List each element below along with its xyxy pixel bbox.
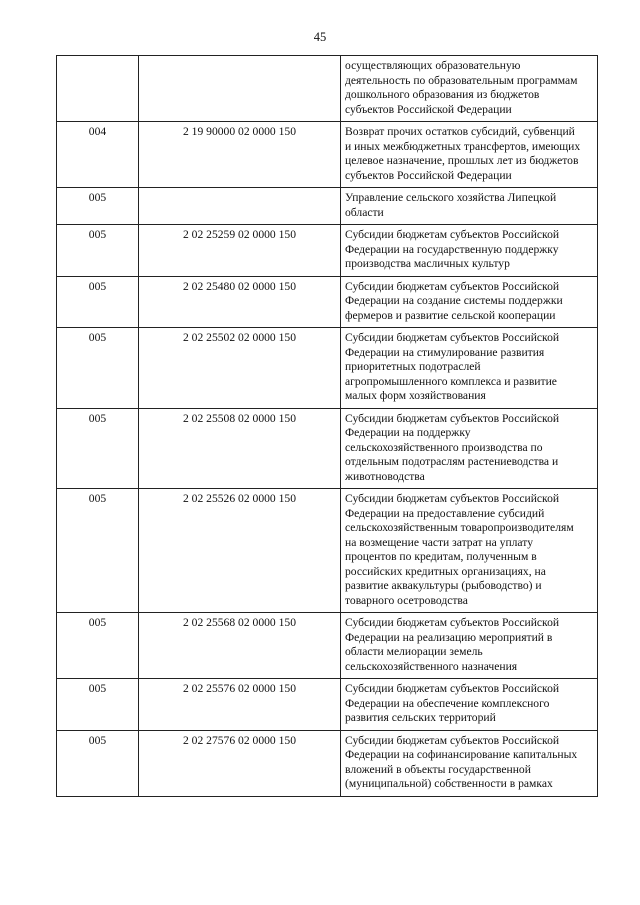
revenue-name-line: животноводства [345, 469, 425, 483]
revenue-name-cell [341, 276, 598, 328]
table-row [57, 489, 598, 613]
table-row [57, 328, 598, 409]
revenue-code-cell: 2 02 25576 02 0000 150 [139, 679, 341, 731]
admin-code-cell: 005 [57, 613, 139, 679]
revenue-name-line: производства масличных культур [345, 257, 510, 270]
revenue-name-line: Субсидии бюджетам субъектов Российской [345, 682, 560, 695]
revenue-name-cell [341, 188, 598, 225]
revenue-name-line: и иных межбюджетных трансфертов, имеющих [345, 139, 581, 153]
page-number: 45 [313, 30, 327, 44]
revenue-name-line: целевое назначение, прошлых лет из бюджетов [345, 154, 579, 167]
revenue-name-line: Федерации на создание системы поддержки [345, 294, 563, 307]
table-row [57, 188, 598, 225]
table-row [57, 408, 598, 489]
revenue-name-line: осуществляющих образовательную [345, 59, 521, 72]
revenue-name-line: Федерации на поддержку [345, 426, 471, 439]
revenue-name-line: на возмещение части затрат на уплату [345, 535, 533, 549]
revenue-name-line: товарного осетроводства [345, 593, 468, 607]
revenue-code-cell: 2 02 25480 02 0000 150 [139, 276, 341, 328]
revenue-name-line: Субсидии бюджетам субъектов Российской [345, 228, 560, 241]
admin-code-cell: 005 [57, 225, 139, 277]
revenue-code-cell: 2 02 25259 02 0000 150 [139, 225, 341, 277]
revenue-name-line: Федерации на предоставление субсидий [345, 506, 545, 520]
revenue-name-line: агропромышленного комплекса и развитие [345, 374, 557, 388]
admin-code-cell: 005 [57, 408, 139, 489]
revenue-name-cell [341, 613, 598, 679]
table-row [57, 613, 598, 679]
revenue-name-line: Федерации на обеспечение комплексного [345, 696, 550, 710]
table-body [57, 56, 598, 797]
revenue-name-line: Субсидии бюджетам субъектов Российской [345, 616, 560, 629]
revenue-name-line: дошкольного образования из бюджетов [345, 88, 540, 101]
revenue-code-cell [139, 188, 341, 225]
table-row [57, 56, 598, 122]
revenue-name-line: российских кредитных организациях, на [345, 564, 546, 578]
admin-code-cell: 005 [57, 328, 139, 409]
revenue-code-cell: 2 02 25508 02 0000 150 [139, 408, 341, 489]
admin-code-cell: 005 [57, 489, 139, 613]
revenue-code-cell: 2 02 25526 02 0000 150 [139, 489, 341, 613]
revenue-name-cell [341, 489, 598, 613]
revenue-code-cell: 2 02 25502 02 0000 150 [139, 328, 341, 409]
revenue-name-line: Субсидии бюджетам субъектов Российской [345, 411, 560, 425]
revenue-name-line: развитие аквакультуры (рыбоводство) и [345, 579, 542, 592]
table-row [57, 730, 598, 796]
budget-codes-table [56, 55, 598, 797]
table-row [57, 122, 598, 188]
revenue-name-line: процентов по кредитам, полученным в [345, 550, 537, 563]
admin-code-cell: 004 [57, 122, 139, 188]
revenue-name-line: отдельным подотраслям растениеводства и [345, 455, 559, 468]
revenue-name-cell [341, 730, 598, 796]
revenue-name-cell [341, 328, 598, 409]
revenue-name-cell [341, 225, 598, 277]
revenue-name-line: Управление сельского хозяйства Липецкой [345, 191, 557, 204]
revenue-name-line: Субсидии бюджетам субъектов Российской [345, 492, 560, 505]
revenue-name-line: Федерации на софинансирование капитальных [345, 748, 578, 761]
admin-code-cell: 005 [57, 276, 139, 328]
revenue-name-cell [341, 408, 598, 489]
revenue-code-cell [139, 56, 341, 122]
revenue-name-line: Субсидии бюджетам субъектов Российской [345, 331, 560, 344]
revenue-name-line: Федерации на государственную поддержку [345, 242, 559, 256]
admin-code-cell [57, 56, 139, 122]
admin-code-cell: 005 [57, 188, 139, 225]
revenue-name-line: Федерации на реализацию мероприятий в [345, 630, 553, 644]
revenue-name-line: субъектов Российской Федерации [345, 102, 512, 116]
revenue-name-line: малых форм хозяйствования [345, 389, 486, 402]
revenue-name-line: сельскохозяйственного назначения [345, 659, 518, 673]
revenue-code-cell: 2 19 90000 02 0000 150 [139, 122, 341, 188]
revenue-code-cell: 2 02 27576 02 0000 150 [139, 730, 341, 796]
revenue-name-line: Возврат прочих остатков субсидий, субвенций [345, 125, 575, 138]
revenue-name-line: Субсидии бюджетам субъектов Российской [345, 733, 560, 747]
table-row [57, 225, 598, 277]
revenue-name-line: области мелиорации земель [345, 645, 483, 658]
revenue-name-line: Субсидии бюджетам субъектов Российской [345, 279, 560, 293]
revenue-name-line: Федерации на стимулирование развития [345, 345, 545, 359]
admin-code-cell: 005 [57, 730, 139, 796]
table-row [57, 679, 598, 731]
table-row [57, 276, 598, 328]
revenue-name-cell [341, 56, 598, 122]
revenue-name-line: фермеров и развитие сельской кооперации [345, 308, 556, 322]
revenue-name-line: сельскохозяйственного производства по [345, 440, 543, 454]
admin-code-cell: 005 [57, 679, 139, 731]
revenue-name-cell [341, 679, 598, 731]
revenue-name-line: (муниципальной) собственности в рамках [345, 777, 553, 790]
revenue-name-line: сельскохозяйственным товаропроизводителям [345, 521, 574, 534]
revenue-name-line: вложений в объекты государственной [345, 762, 531, 776]
revenue-name-cell [341, 122, 598, 188]
revenue-name-line: деятельность по образовательным программам [345, 73, 578, 87]
revenue-name-line: развития сельских территорий [345, 711, 496, 724]
revenue-name-line: приоритетных подотраслей [345, 360, 481, 373]
revenue-name-line: области [345, 205, 384, 219]
revenue-code-cell: 2 02 25568 02 0000 150 [139, 613, 341, 679]
revenue-name-line: субъектов Российской Федерации [345, 168, 512, 182]
